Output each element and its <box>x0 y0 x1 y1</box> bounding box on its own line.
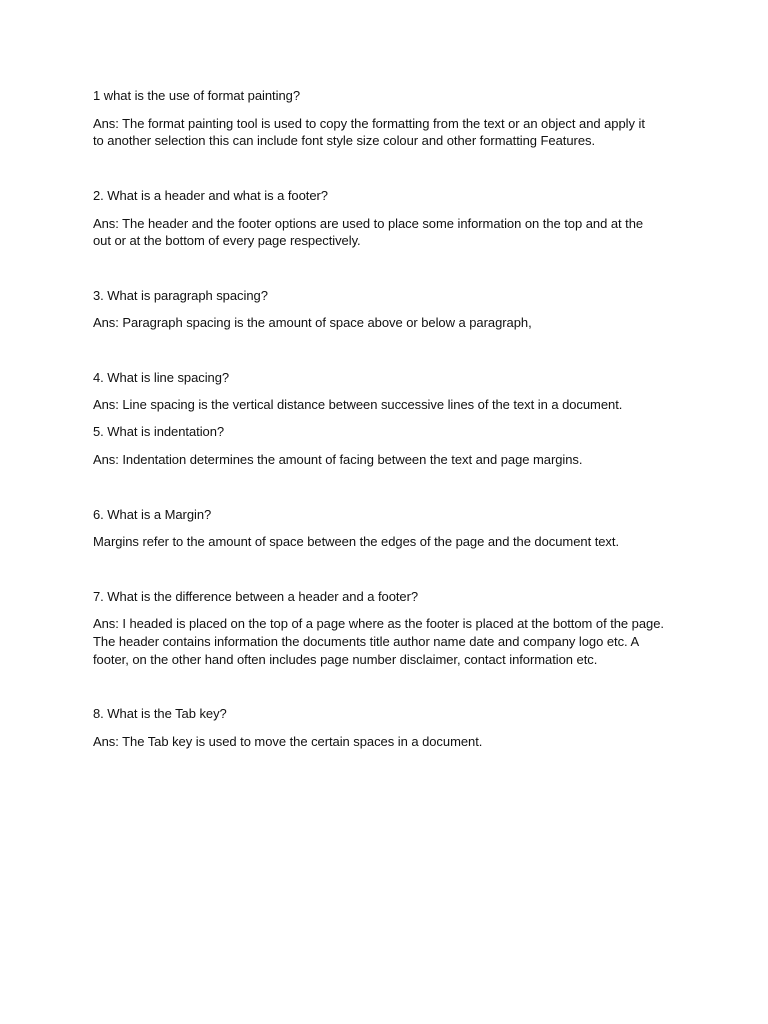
answer-6-line-1: Margins refer to the amount of space between the edges of the page and the document text. <box>93 534 620 549</box>
answer-1-line-1: Ans: The format painting tool is used to copy the formatting from the text or an object and apply it <box>93 116 645 131</box>
question-7: 7. What is the difference between a header and a footer? <box>93 589 419 604</box>
question-8: 8. What is the Tab key? <box>93 706 227 721</box>
answer-7-line-2: The header contains information the documents title author name date and company logo etc. A <box>93 634 640 649</box>
answer-1-line-2: to another selection this can include font style size colour and other formatting Features. <box>93 133 596 148</box>
answer-7-line-3: footer, on the other hand often includes page number disclaimer, contact information etc. <box>93 652 598 667</box>
question-2: 2. What is a header and what is a footer? <box>93 188 328 203</box>
question-3: 3. What is paragraph spacing? <box>93 288 268 303</box>
answer-2-line-1: Ans: The header and the footer options are used to place some information on the top and at the <box>93 216 644 231</box>
answer-4-line-1: Ans: Line spacing is the vertical distance between successive lines of the text in a document. <box>93 397 623 412</box>
question-5: 5. What is indentation? <box>93 424 225 439</box>
question-1: 1 what is the use of format painting? <box>93 88 300 103</box>
answer-3-line-1: Ans: Paragraph spacing is the amount of space above or below a paragraph, <box>93 315 532 330</box>
answer-5-line-1: Ans: Indentation determines the amount of facing between the text and page margins. <box>93 452 583 467</box>
answer-2-line-2: out or at the bottom of every page respectively. <box>93 233 361 248</box>
question-4: 4. What is line spacing? <box>93 370 230 385</box>
question-6: 6. What is a Margin? <box>93 507 212 522</box>
answer-7-line-1: Ans: I headed is placed on the top of a page where as the footer is placed at the bottom of the page. <box>93 616 664 631</box>
answer-8-line-1: Ans: The Tab key is used to move the certain spaces in a document. <box>93 734 483 749</box>
